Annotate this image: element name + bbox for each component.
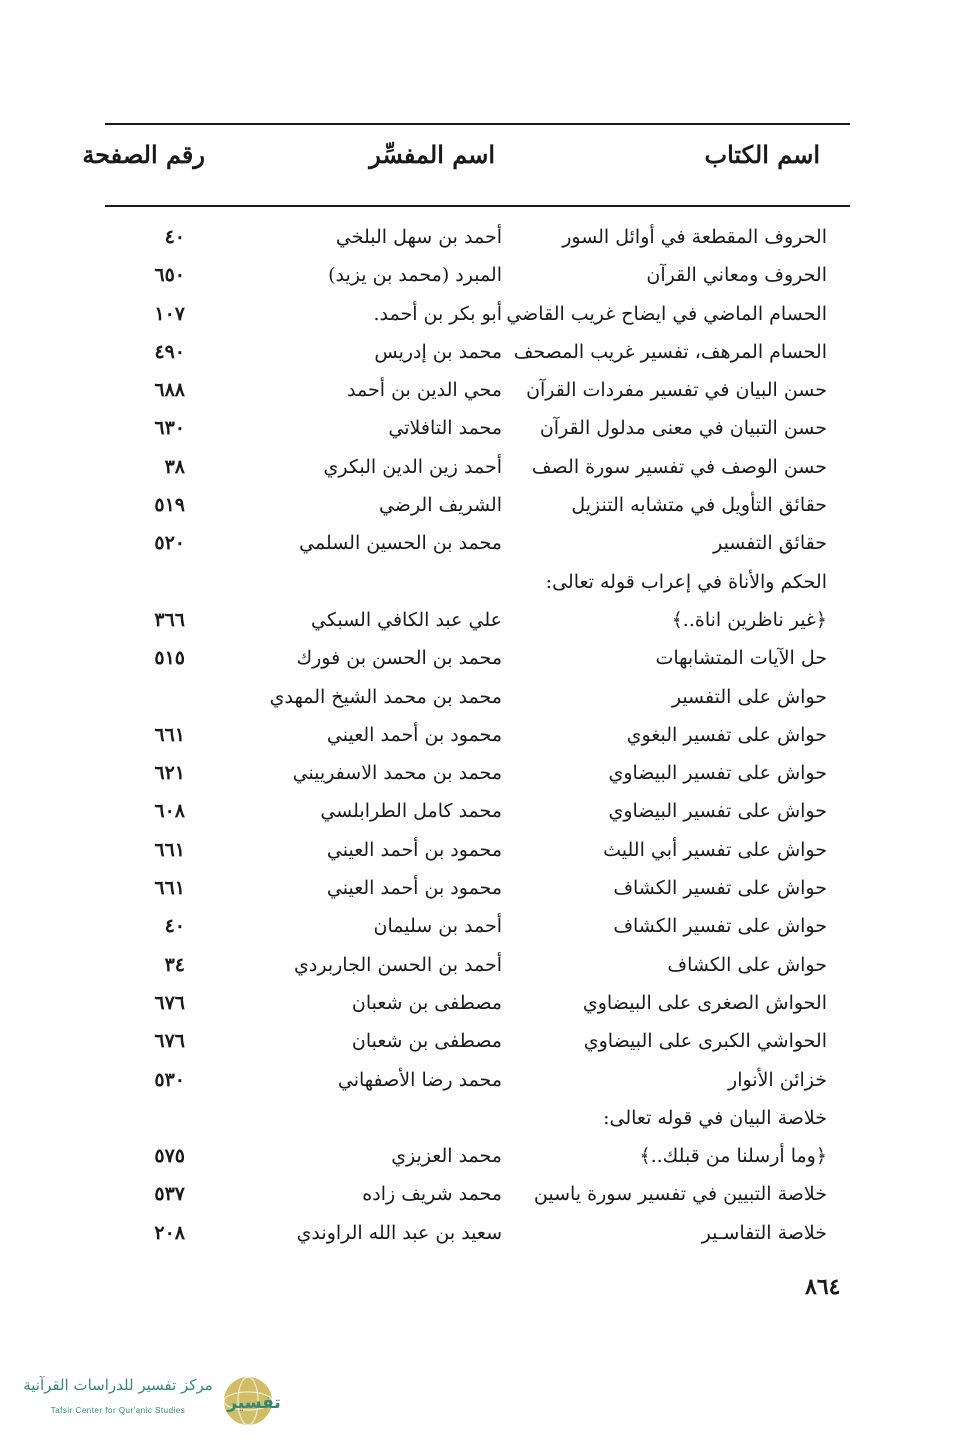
logo-english-subtitle: Tafsir Center for Qur'anic Studies <box>50 1406 186 1415</box>
table-row <box>0 409 975 447</box>
book-title: حواش على تفسير البيضاوي <box>608 762 827 785</box>
author-name: أحمد بن الحسن الجاربردي <box>294 953 502 976</box>
book-title: خلاصة البيان في قوله تعالى: <box>603 1106 827 1129</box>
book-title: خزائن الأنوار <box>728 1068 827 1091</box>
author-name: محمد بن إدريس <box>374 340 502 363</box>
book-title: حواش على تفسير أبي الليث <box>603 838 827 861</box>
book-title: الحكم والأناة في إعراب قوله تعالى: <box>545 570 827 593</box>
page-ref: ٥٣٧ <box>154 1183 185 1206</box>
table-row <box>0 295 975 333</box>
author-name: محمد بن الحسين السلمي <box>299 532 502 555</box>
page-ref: ٦٢١ <box>154 762 185 785</box>
page-ref: ٤٩٠ <box>154 340 185 363</box>
book-title: حواش على تفسير البغوي <box>626 723 827 746</box>
table-row <box>0 1099 975 1137</box>
book-title: حواش على التفسير <box>671 685 827 708</box>
author-name: محمد بن محمد الشيخ المهدي <box>269 685 502 708</box>
page-ref: ٦٠٨ <box>154 800 185 823</box>
author-name: محمد بن محمد الاسفرييني <box>292 762 502 785</box>
book-title: حواش على تفسير البيضاوي <box>608 800 827 823</box>
table-row <box>0 907 975 945</box>
book-title: حقائق التأويل في متشابه التنزيل <box>571 494 827 517</box>
table-header <box>0 140 975 184</box>
table-row <box>0 1175 975 1213</box>
header-page-number: رقم الصفحة <box>82 140 205 169</box>
page-ref: ٥١٥ <box>154 647 185 670</box>
table-row <box>0 256 975 294</box>
table-row <box>0 333 975 371</box>
page-ref: ٦٦١ <box>154 838 185 861</box>
book-title: خلاصة التفاسـير <box>701 1221 827 1244</box>
author-name: أحمد زين الدين البكري <box>323 455 502 478</box>
globe-emblem-icon <box>218 1374 288 1428</box>
table-row <box>0 486 975 524</box>
page-ref: ٦٦١ <box>154 877 185 900</box>
logo-arabic-text: مركز تفسير للدراسات القرآنية <box>23 1376 213 1394</box>
table-row <box>0 448 975 486</box>
book-title: الحروف ومعاني القرآن <box>646 264 827 287</box>
page-number: ٨٦٤ <box>805 1274 841 1300</box>
book-title: حل الآيات المتشابهات <box>655 647 827 670</box>
book-title: الحواش الصغرى على البيضاوي <box>582 991 827 1014</box>
page-ref: ٢٠٨ <box>154 1221 185 1244</box>
book-title: ﴿غير ناظرين اناة..﴾ <box>671 608 827 631</box>
page-ref: ٣٤ <box>164 953 185 976</box>
book-title: حواش على تفسير الكشاف <box>613 877 827 900</box>
author-name: علي عبد الكافي السبكي <box>311 608 502 631</box>
author-name: محمود بن أحمد العيني <box>326 838 502 861</box>
author-name: مصطفى بن شعبان <box>351 1030 502 1053</box>
book-title: حواش على تفسير الكشاف <box>613 915 827 938</box>
page-ref: ٦٣٠ <box>154 417 185 440</box>
logo-emblem-text: تفسير <box>227 1393 281 1413</box>
page-ref: ١٠٧ <box>154 302 185 325</box>
book-title: حسن التبيان في معنى مدلول القرآن <box>539 417 827 440</box>
author-name: محمد العزيزي <box>391 1145 502 1168</box>
table-row <box>0 601 975 639</box>
table-row <box>0 371 975 409</box>
book-title: حسن البيان في تفسير مفردات القرآن <box>526 379 827 402</box>
book-title: الحروف المقطعة في أوائل السور <box>562 226 827 248</box>
book-title: حواش على الكشاف <box>667 953 827 976</box>
table-row <box>0 831 975 869</box>
book-title: الحسام المرهف، تفسير غريب المصحف <box>513 340 827 363</box>
page-ref: ٥٢٠ <box>154 532 185 555</box>
page-ref: ٥٣٠ <box>154 1068 185 1091</box>
header-author-name: اسم المفسِّر <box>369 140 495 169</box>
book-title: حسن الوصف في تفسير سورة الصف <box>531 455 827 478</box>
table-row <box>0 1022 975 1060</box>
table-row <box>0 946 975 984</box>
book-title: حقائق التفسير <box>713 532 827 555</box>
page-ref: ٥٧٥ <box>154 1145 185 1168</box>
author-name: أحمد بن سليمان <box>373 915 502 938</box>
author-name: أحمد بن سهل البلخي <box>335 226 502 248</box>
author-name: محمد بن الحسن بن فورك <box>296 647 502 670</box>
author-name: أبو بكر بن أحمد. <box>373 302 502 325</box>
author-name: سعيد بن عبد الله الراوندي <box>296 1221 502 1244</box>
table-row <box>0 678 975 716</box>
book-title: الحسام الماضي في ايضاح غريب القاضي <box>506 302 827 325</box>
header-book-name: اسم الكتاب <box>704 140 820 169</box>
page-ref: ٦٨٨ <box>154 379 185 402</box>
header-top-rule <box>105 123 850 125</box>
author-name: الشريف الرضي <box>378 494 502 517</box>
table-row <box>0 1214 975 1252</box>
page-ref: ٦٥٠ <box>154 264 185 287</box>
page-ref: ٣٨ <box>164 455 185 478</box>
author-name: محي الدين بن أحمد <box>347 379 502 402</box>
table-row <box>0 869 975 907</box>
tafsir-center-logo <box>18 1372 288 1430</box>
page-ref: ٥١٩ <box>154 494 185 517</box>
table-row <box>0 563 975 601</box>
author-name: محمود بن أحمد العيني <box>326 723 502 746</box>
header-bottom-rule <box>105 205 850 207</box>
page-ref: ٦٦١ <box>154 723 185 746</box>
page-ref: ٦٧٦ <box>154 1030 185 1053</box>
page-ref: ٤٠ <box>164 226 185 248</box>
author-name: محمد كامل الطرابلسي <box>320 800 502 823</box>
author-name: محمد رضا الأصفهاني <box>337 1068 502 1091</box>
table-row <box>0 1061 975 1099</box>
table-row <box>0 984 975 1022</box>
author-name: المبرد (محمد بن يزيد) <box>328 264 502 287</box>
author-name: مصطفى بن شعبان <box>351 991 502 1014</box>
table-row <box>0 639 975 677</box>
book-title: خلاصة التبيين في تفسير سورة ياسين <box>533 1183 827 1206</box>
page-ref: ٣٦٦ <box>154 608 185 631</box>
page-ref: ٤٠ <box>164 915 185 938</box>
book-title: الحواشي الكبرى على البيضاوي <box>583 1030 827 1053</box>
author-name: محمود بن أحمد العيني <box>326 877 502 900</box>
book-title: ﴿وما أرسلنا من قبلك..﴾ <box>639 1145 827 1168</box>
table-row <box>0 524 975 562</box>
table-row <box>0 792 975 830</box>
author-name: محمد التافلاتي <box>388 417 502 440</box>
page-ref: ٦٧٦ <box>154 991 185 1014</box>
author-name: محمد شريف زاده <box>362 1183 502 1206</box>
table-row <box>0 716 975 754</box>
table-row <box>0 754 975 792</box>
table-row <box>0 1137 975 1175</box>
table-row <box>0 218 975 256</box>
index-table-body <box>0 218 975 1252</box>
